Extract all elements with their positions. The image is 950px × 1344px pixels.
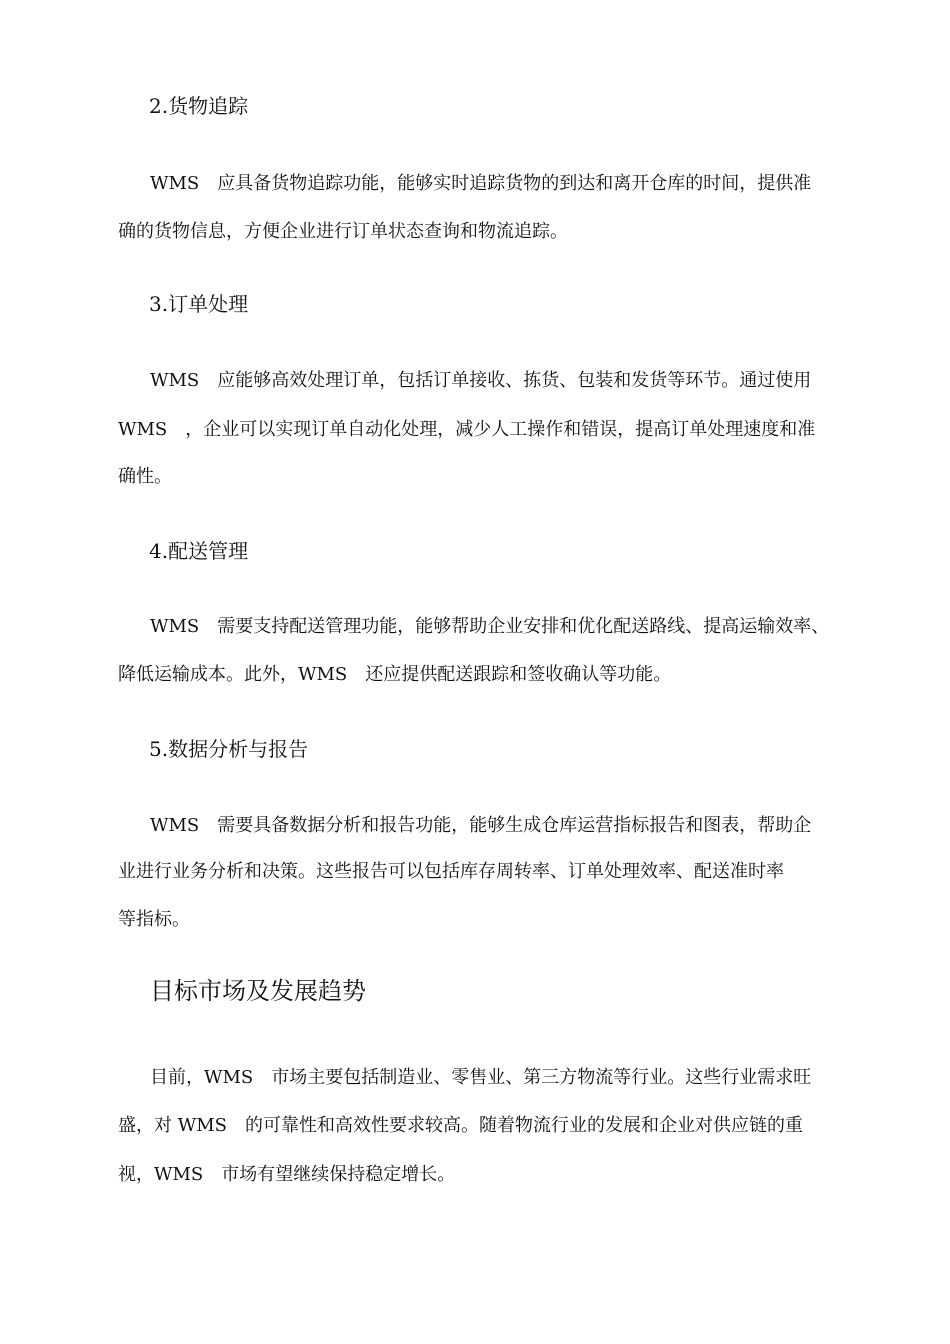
section-heading-target-market: 目标市场及发展趋势	[150, 977, 366, 1005]
paragraph-line: 降低运输成本。此外，WMS 还应提供配送跟踪和签收确认等功能。	[118, 664, 672, 685]
paragraph-line: 目前，WMS 市场主要包括制造业、零售业、第三方物流等行业。这些行业需求旺	[150, 1067, 812, 1088]
section-heading-delivery-management: 4.配送管理	[149, 539, 249, 563]
paragraph-line: 业进行业务分析和决策。这些报告可以包括库存周转率、订单处理效率、配送准时率	[118, 861, 784, 882]
paragraph-line: 确的货物信息，方便企业进行订单状态查询和物流追踪。	[118, 221, 568, 242]
section-heading-data-analysis: 5.数据分析与报告	[149, 737, 309, 761]
paragraph-line: WMS 需要具备数据分析和报告功能，能够生成仓库运营指标报告和图表，帮助企	[150, 815, 812, 836]
paragraph-line: WMS 需要支持配送管理功能，能够帮助企业安排和优化配送路线、提高运输效率、	[150, 616, 830, 637]
paragraph-line: 盛，对 WMS 的可靠性和高效性要求较高。随着物流行业的发展和企业对供应链的重	[118, 1115, 803, 1136]
paragraph-line: 等指标。	[118, 909, 190, 930]
paragraph-line: 视，WMS 市场有望继续保持稳定增长。	[118, 1164, 456, 1185]
section-heading-order-processing: 3.订单处理	[149, 292, 249, 316]
section-heading-cargo-tracking: 2.货物追踪	[149, 94, 249, 118]
paragraph-line: WMS 应能够高效处理订单，包括订单接收、拣货、包装和发货等环节。通过使用	[150, 370, 812, 391]
paragraph-line: 确性。	[118, 466, 172, 487]
paragraph-line: WMS 应具备货物追踪功能，能够实时追踪货物的到达和离开仓库的时间，提供准	[150, 173, 812, 194]
paragraph-line: WMS ，企业可以实现订单自动化处理，减少人工操作和错误，提高订单处理速度和准	[118, 419, 816, 440]
